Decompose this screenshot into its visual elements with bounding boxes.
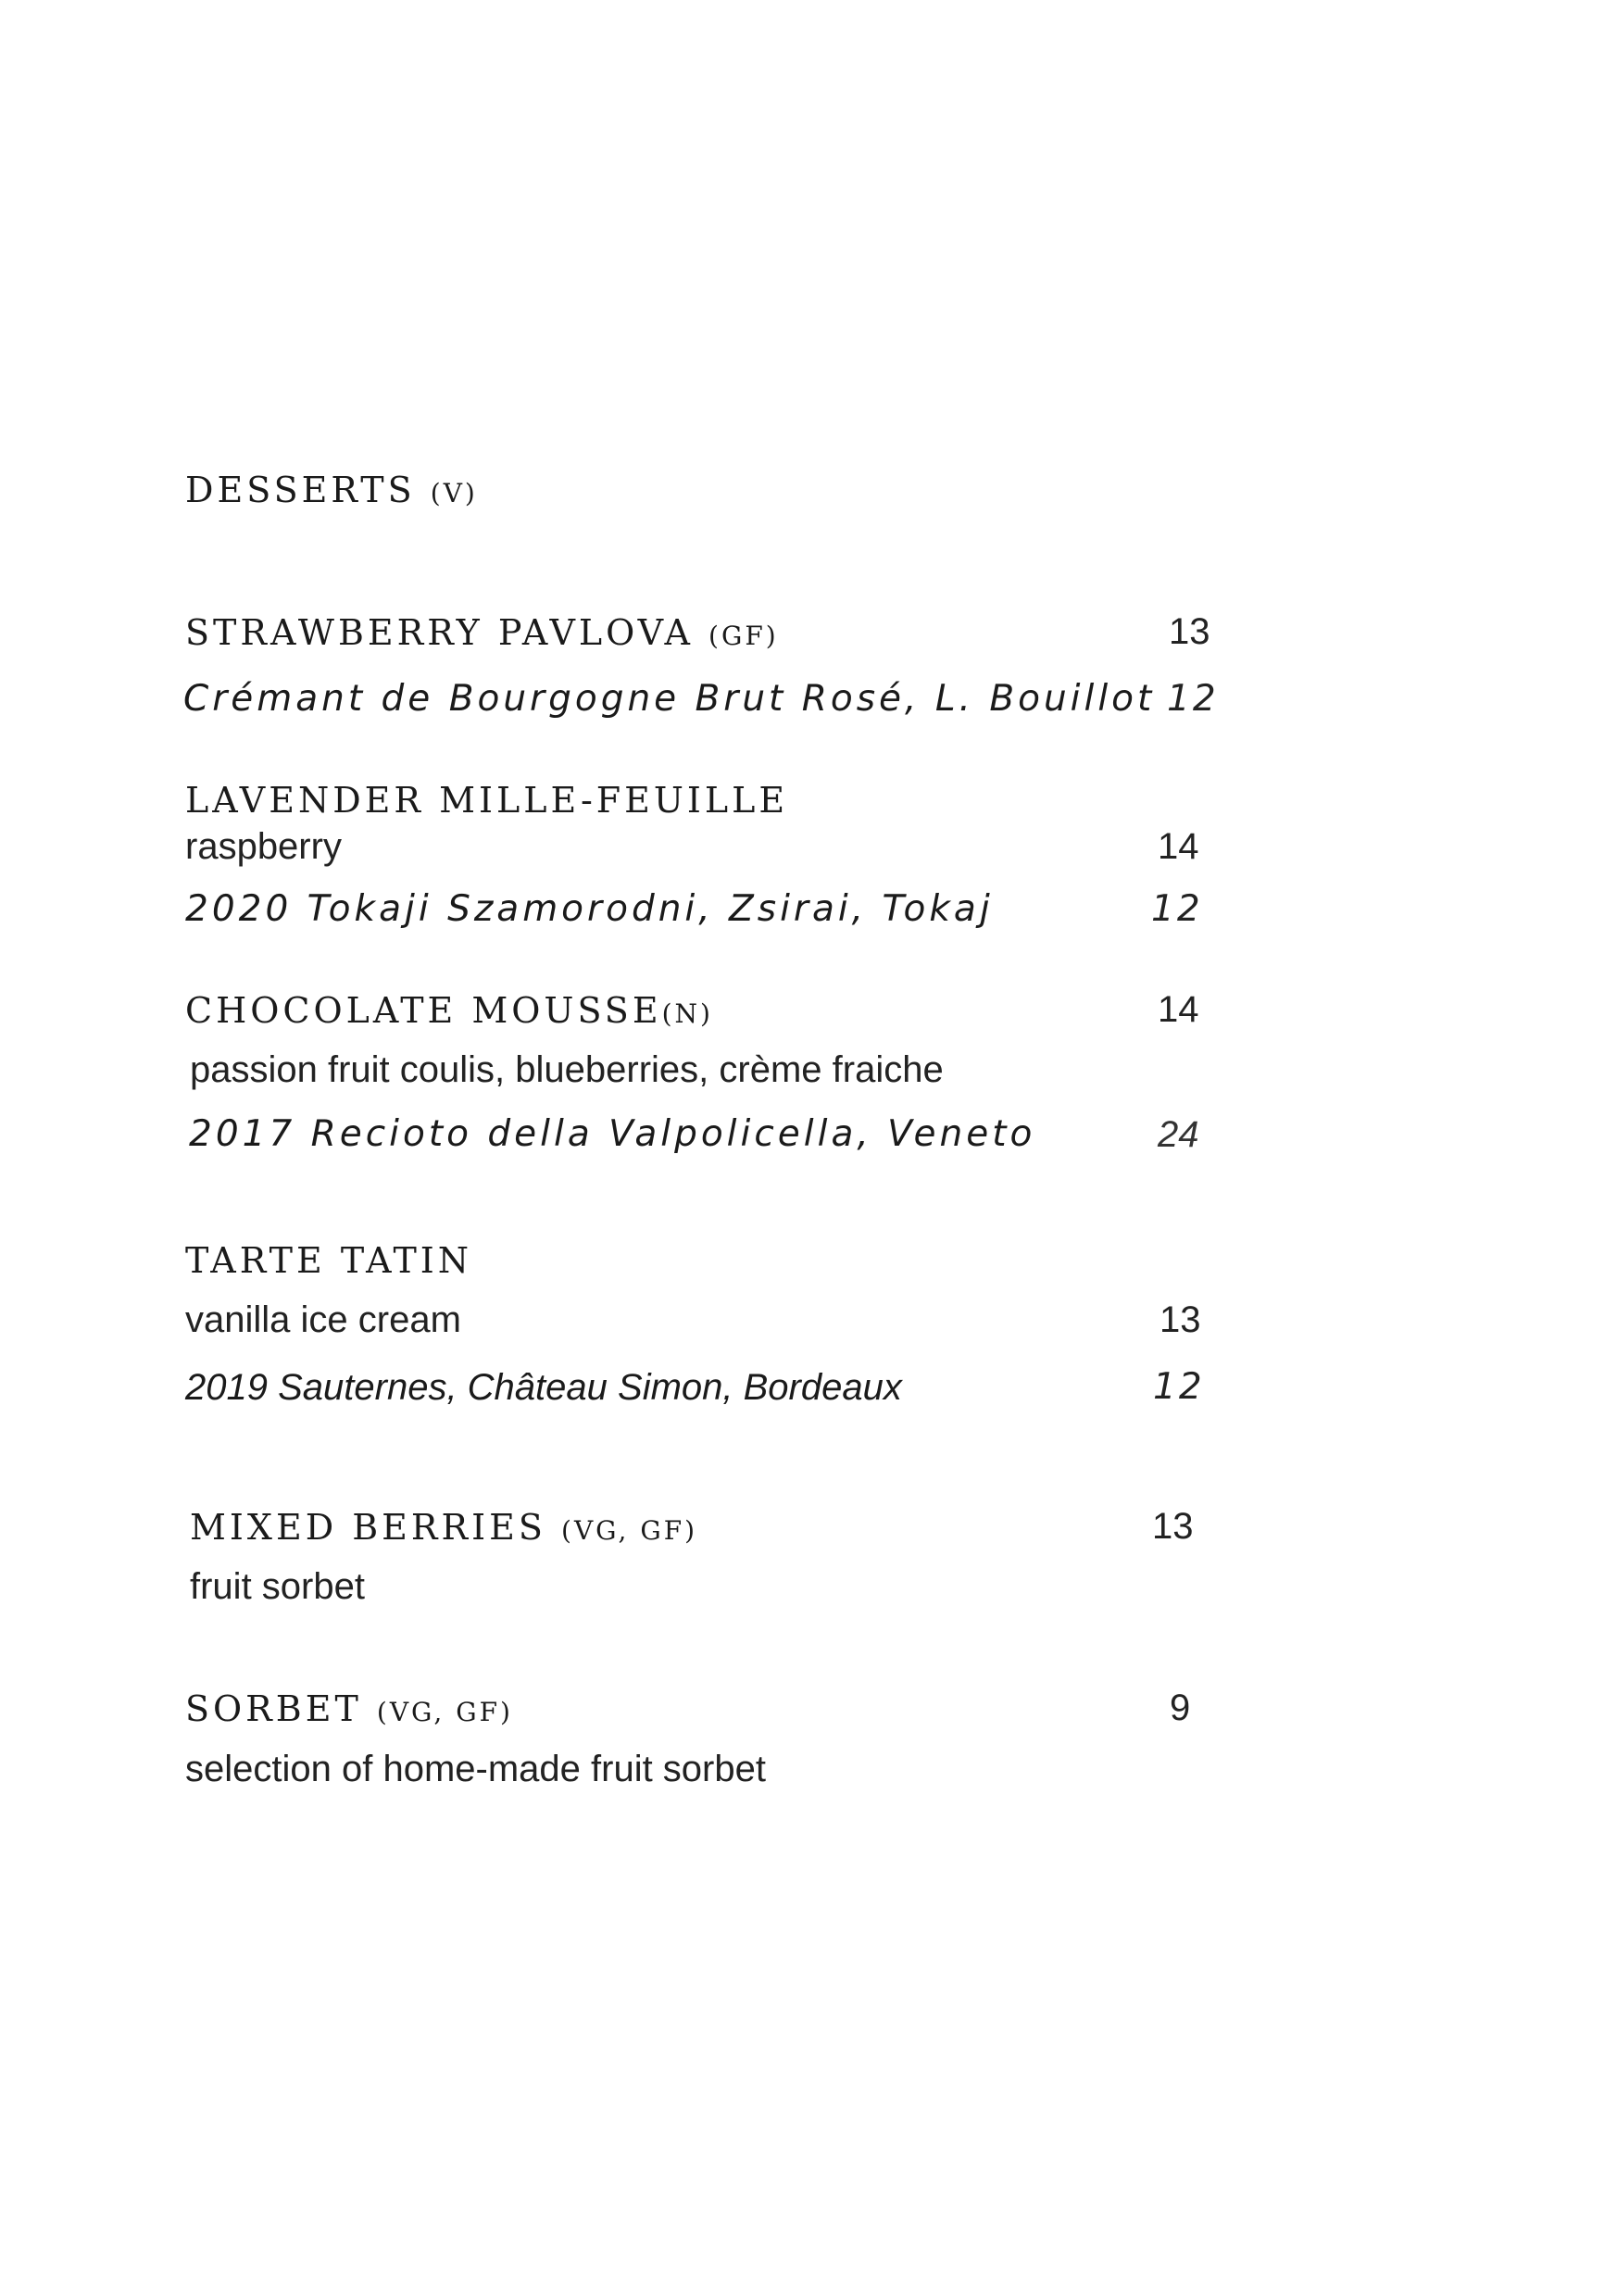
- wine-price: 12: [1151, 888, 1203, 930]
- dietary-tag: (VG, GF): [376, 1697, 513, 1727]
- wine-price: 24: [1158, 1114, 1199, 1155]
- section-title: [185, 472, 478, 508]
- dish-name: MIXED BERRIES: [190, 1507, 546, 1548]
- dish-description: selection of home-made fruit sorbet: [185, 1749, 766, 1789]
- wine-price: 12: [1153, 1366, 1205, 1408]
- wine-pairing: 2020 Tokaji Szamorodni, Zsirai, Tokaj: [185, 888, 994, 930]
- menu-item-name: [185, 612, 779, 653]
- dish-name: LAVENDER MILLE-FEUILLE: [185, 780, 789, 821]
- wine-pairing: Crémant de Bourgogne Brut Rosé, L. Bouillot: [183, 678, 1156, 720]
- section-dietary-tag: (V): [430, 478, 478, 508]
- menu-item-name: [185, 1240, 473, 1281]
- dietary-tag: (GF): [708, 621, 779, 651]
- dish-description: vanilla ice cream: [185, 1299, 461, 1340]
- menu-item-name: [185, 1688, 513, 1729]
- menu-item-name: [185, 780, 789, 821]
- wine-price: 12: [1167, 678, 1219, 720]
- menu-item-name: [190, 1507, 698, 1548]
- dish-price: 14: [1158, 826, 1199, 867]
- dish-description: passion fruit coulis, blueberries, crème fraiche: [190, 1049, 944, 1090]
- wine-pairing: 2019 Sauternes, Château Simon, Bordeaux: [185, 1367, 902, 1408]
- dish-price: 13: [1159, 1299, 1201, 1340]
- dish-price: 13: [1152, 1506, 1194, 1547]
- dish-name: CHOCOLATE MOUSSE: [185, 990, 662, 1031]
- wine-pairing: 2017 Recioto della Valpolicella, Veneto: [189, 1113, 1036, 1155]
- dish-price: 9: [1170, 1687, 1191, 1728]
- dish-price: 14: [1158, 989, 1199, 1030]
- section-title-text: DESSERTS: [185, 470, 416, 510]
- dish-description: raspberry: [185, 826, 342, 867]
- dish-description: fruit sorbet: [190, 1566, 365, 1607]
- menu-item-name: [185, 990, 713, 1031]
- dish-name: STRAWBERRY PAVLOVA: [185, 612, 694, 653]
- dietary-tag: (N): [661, 998, 713, 1029]
- dish-name: SORBET: [185, 1688, 362, 1729]
- dish-price: 13: [1169, 611, 1210, 652]
- dietary-tag: (VG, GF): [561, 1515, 698, 1546]
- dish-name: TARTE TATIN: [185, 1240, 473, 1281]
